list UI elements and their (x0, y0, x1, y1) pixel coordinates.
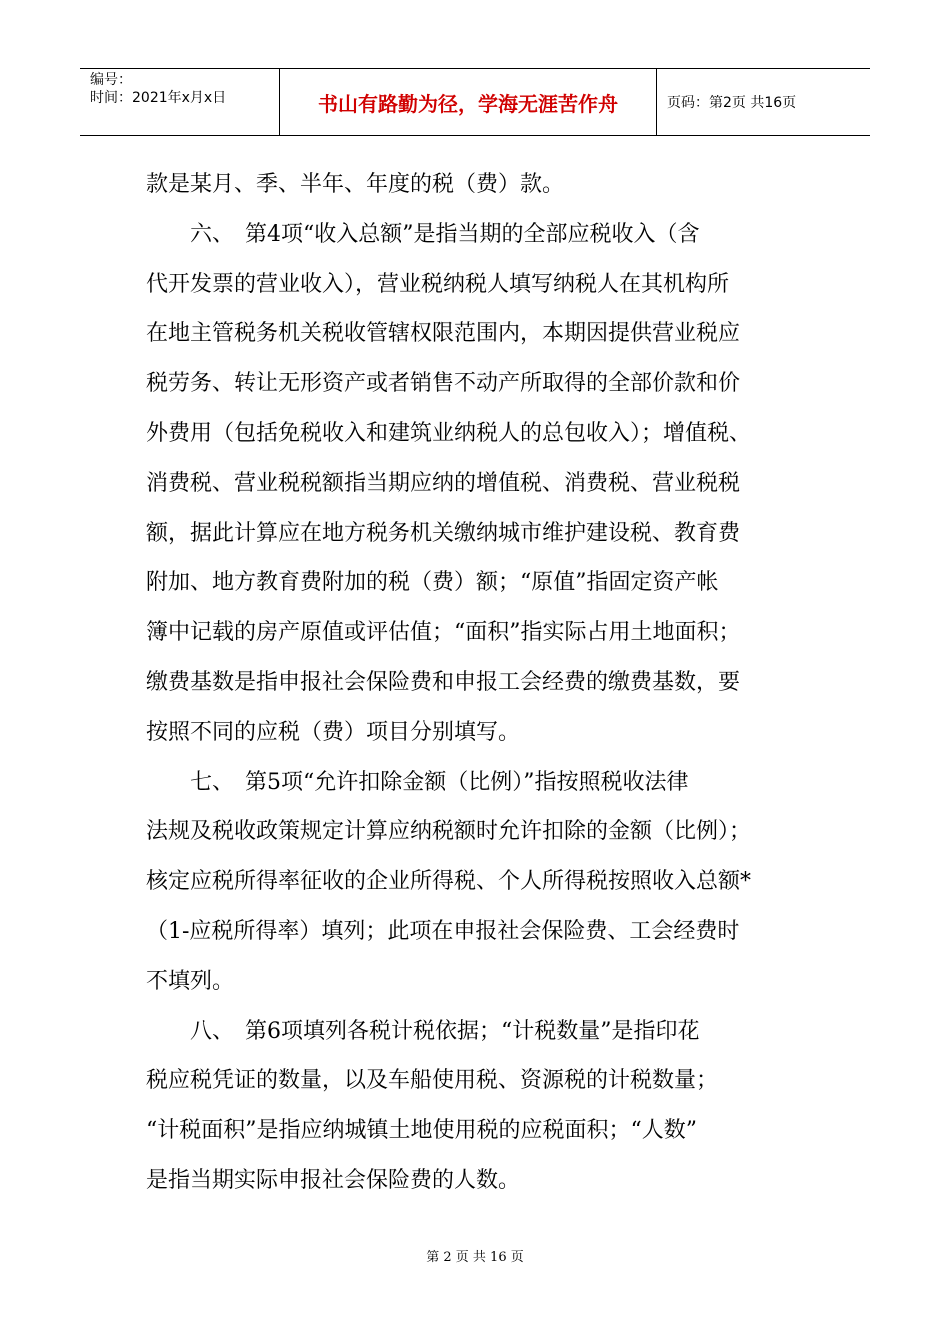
motto: 书山有路勤为径，学海无涯苦作舟 (280, 69, 657, 135)
body-line: 税劳务、转让无形资产或者销售不动产所取得的全部价款和价 (146, 371, 741, 397)
time-label: 时间：2021年x月x日 (90, 90, 227, 106)
body-line: 不填列。 (146, 968, 235, 994)
body-line: 消费税、营业税税额指当期应纳的增值税、消费税、营业税税 (146, 470, 741, 496)
body-line: 法规及税收政策规定计算应纳税额时允许扣除的金额（比例）； (146, 819, 752, 845)
page-footer: 第 2 页 共 16 页 (426, 1250, 524, 1265)
body-line: “计税面积”是指应纳城镇土地使用税的应税面积；“人数” (146, 1118, 697, 1144)
body-line: 核定应税所得率征收的企业所得税、个人所得税按照收入总额* (146, 869, 752, 895)
page-header (80, 68, 870, 136)
body-line: 八、 第6项填列各税计税依据；“计税数量”是指印花 (146, 1018, 700, 1044)
body-line: 按照不同的应税（费）项目分别填写。 (146, 719, 521, 745)
body-line: 在地主管税务机关税收管辖权限范围内，本期因提供营业税应 (146, 321, 741, 347)
document-body (146, 160, 816, 1206)
body-line: 是指当期实际申报社会保险费的人数。 (146, 1167, 521, 1193)
body-line: 七、 第5项“允许扣除金额（比例）”指按照税收法律 (146, 769, 689, 795)
body-line: 缴费基数是指申报社会保险费和申报工会经费的缴费基数，要 (146, 669, 741, 695)
body-line: 额，据此计算应在地方税务机关缴纳城市维护建设税、教育费 (146, 520, 741, 546)
body-line: 六、 第4项“收入总额”是指当期的全部应税收入（含 (146, 221, 700, 247)
header-left-cell (80, 69, 280, 135)
number-label: 编号： (90, 72, 132, 88)
body-line: 外费用（包括免税收入和建筑业纳税人的总包收入）；增值税、 (146, 420, 752, 446)
page-label: 页码：第2页 共16页 (667, 95, 797, 111)
body-line: 附加、地方教育费附加的税（费）额；“原值”指固定资产帐 (146, 570, 719, 596)
body-line: （1-应税所得率）填列；此项在申报社会保险费、工会经费时 (146, 918, 740, 944)
body-line: 代开发票的营业收入），营业税纳税人填写纳税人在其机构所 (146, 271, 730, 297)
body-line: 款是某月、季、半年、年度的税（费）款。 (146, 172, 565, 197)
body-line: 簿中记载的房产原值或评估值；“面积”指实际占用土地面积； (146, 620, 741, 646)
body-line: 税应税凭证的数量，以及车船使用税、资源税的计税数量； (146, 1068, 719, 1094)
